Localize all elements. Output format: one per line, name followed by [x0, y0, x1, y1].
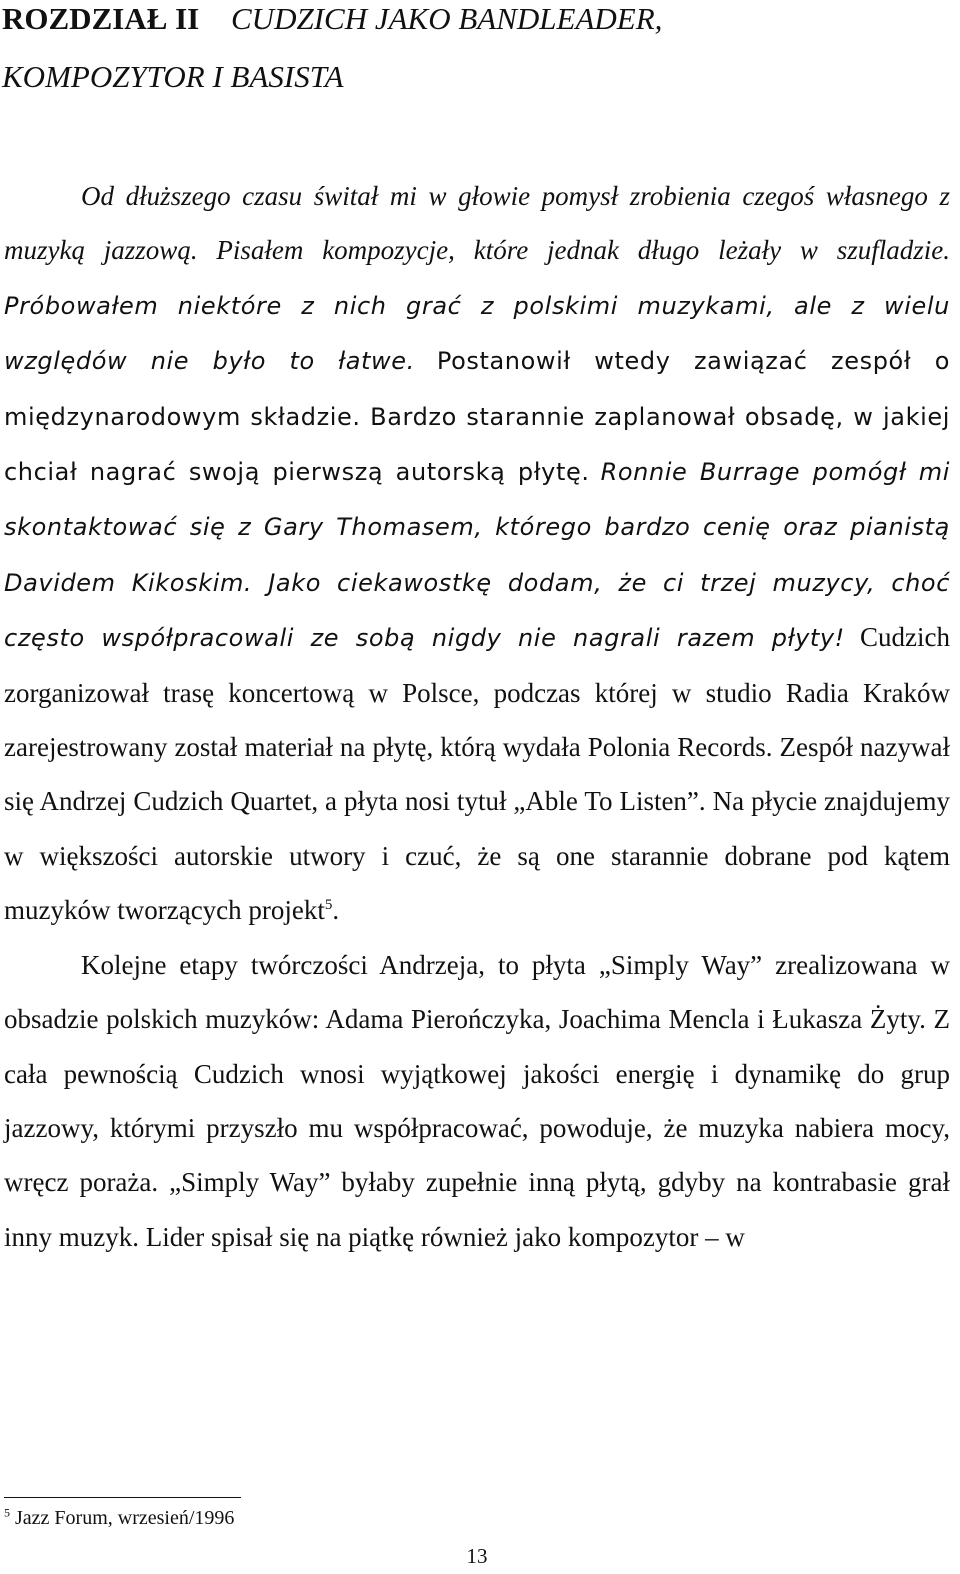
- footnote-reference[interactable]: 5: [324, 897, 333, 914]
- paragraph-2-text: Kolejne etapy twórczości Andrzeja, to płyta „Simply Way” zrealizowana w obsadzie polskich muzyków: Adama Pierończyka, Joachima Mencla i Łukasza Żyty. Z cała pewnością Cudzich wnosi wyjątkowej jakości energię i dynamikę do grup jazzowy, którymi przyszło mu współpracować, powoduje, że muzyka nabiera mocy, wręcz poraża. „Simply Way” byłaby zupełnie inną płytą, gdyby na kontrabasie grał inny muzyk. Lider spisał się na piątkę również jako kompozytor – w: [4, 949, 950, 1252]
- paragraph-2: [4, 938, 950, 1264]
- footnote-number: 5: [4, 1505, 10, 1520]
- footnote: [4, 1505, 234, 1531]
- footnote-text: Jazz Forum, wrzesień/1996: [15, 1507, 235, 1529]
- body-text: [4, 169, 950, 1264]
- quote-text-2: Próbowałem niektóre z nich grać z polskimi muzykami, ale z wielu względów nie było to łatwe.: [4, 291, 950, 376]
- chapter-title-line2: KOMPOZYTOR I BASISTA: [2, 59, 344, 94]
- quote-text-3: Ronnie Burrage pomógł mi skontaktować się z Gary Thomasem, którego bardzo cenię oraz pianistą Davidem Kikoskim. Jako ciekawostkę dodam, że ci trzej muzycy, choć często współpracowali ze sobą nigdy nie nagrali razem płyty!: [4, 458, 951, 653]
- footnote-separator: [4, 1497, 241, 1498]
- narrative-text-2: Cudzich zorganizował trasę koncertową w Polsce, podczas której w studio Radia Kraków zarejestrowany został materiał na płytę, którą wydała Polonia Records. Zespół nazywał się Andrzej Cudzich Quartet, a płyta nosi tytuł „Able To Listen”. Na płycie znajdujemy w większości autorskie utwory i czuć, że są one starannie dobrane pod kątem muzyków tworzących projekt: [4, 622, 951, 926]
- paragraph-1-end: .: [332, 895, 340, 926]
- page-number: 13: [466, 1544, 488, 1568]
- chapter-number: ROZDZIAŁ II: [2, 1, 200, 36]
- chapter-title-line1: CUDZICH JAKO BANDLEADER,: [231, 1, 663, 36]
- narrative-text-1: Postanowił wtedy zawiązać zespół o międzynarodowym składzie. Bardzo starannie zaplanował obsadę, w jakiej chciał nagrać swoją pierwszą autorską płytę.: [4, 347, 950, 487]
- quote-text-1: Od dłuższego czasu świtał mi w głowie pomysł zrobienia czegoś własnego z muzyką jazzową. Pisałem kompozycje, które jednak długo leżały w szufladzie.: [4, 181, 950, 266]
- paragraph-1: [4, 169, 950, 938]
- chapter-heading: [2, 0, 952, 106]
